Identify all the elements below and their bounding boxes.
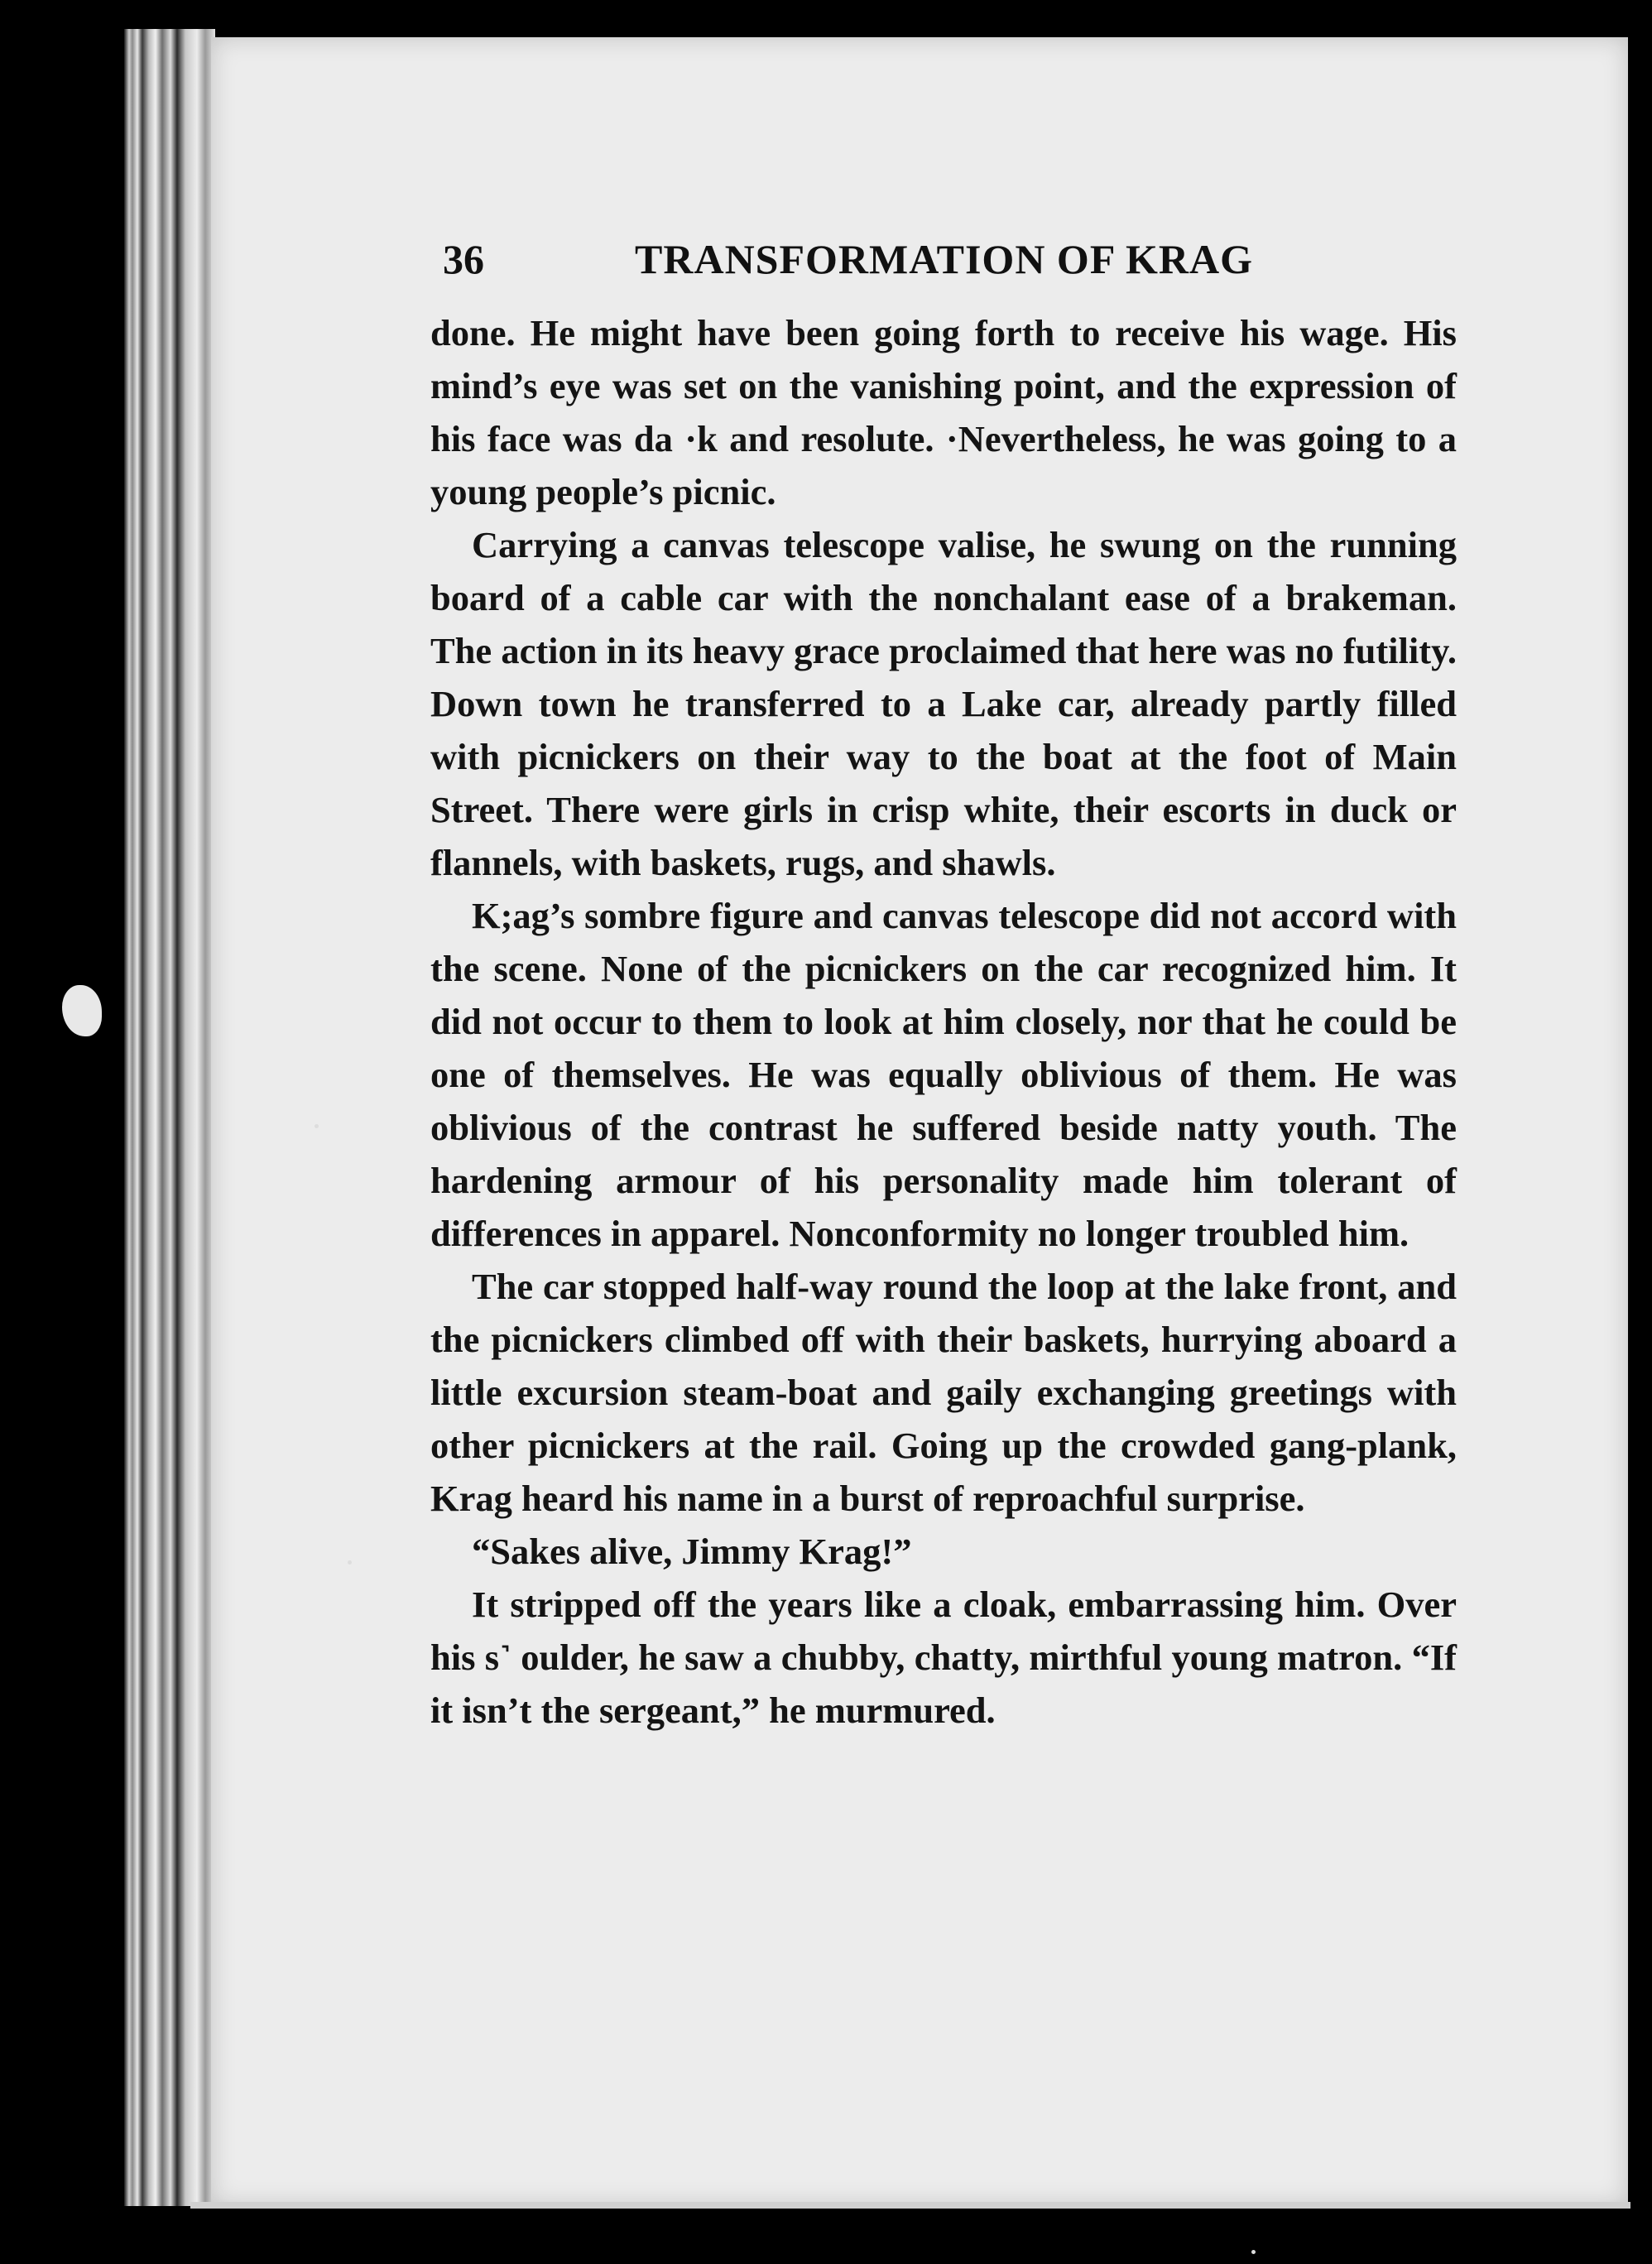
paragraph: Carrying a canvas telescope valise, he swung on the running board of a cable car with the nonchalant ease of a brakeman. The action in its heavy grace proclaimed that here was no futility. Down town he transferred to a Lake car, already partly filled with picnickers on their way to the boat at the foot of Main Street. There were girls in crisp white, their escorts in duck or flannels, with baskets, rugs, and shawls. — [430, 524, 1457, 883]
page-header — [443, 230, 1279, 288]
paragraph: done. He might have been going forth to receive his wage. His mind’s eye was set on the vanishing point, and the expression of his face was da ·k and resolute. ·Nevertheless, he was going to a young people’s picnic. — [430, 312, 1457, 512]
scan-speck — [315, 1124, 319, 1128]
scan-speck — [1251, 2250, 1256, 2254]
scan-smudge — [62, 985, 102, 1036]
body-text — [430, 306, 1457, 1737]
running-title: TRANSFORMATION OF KRAG — [635, 236, 1253, 282]
page-number: 36 — [443, 236, 484, 282]
book-spine — [124, 29, 215, 2206]
page-bottom-edge — [190, 2202, 1630, 2209]
paragraph: The car stopped half-way round the loop at the lake front, and the picnickers climbed off with their baskets, hurrying aboard a little excursion steam-boat and gaily exchanging greetings with other picnickers at the rail. Going up the crowded gang-plank, Krag heard his name in a burst of reproachful surprise. — [430, 1266, 1457, 1519]
paragraph: It stripped off the years like a cloak, embarrassing him. Over his s˺ oulder, he saw a chubby, chatty, mirthful young matron. “If it isn’t the sergeant,” he murmured. — [430, 1584, 1457, 1731]
scan-speck — [348, 1560, 352, 1565]
paragraph: “Sakes alive, Jimmy Krag!” — [472, 1531, 912, 1572]
paragraph: K;ag’s sombre figure and canvas telescope did not accord with the scene. None of the picnickers on the car recognized him. It did not occur to them to look at him closely, nor that he could be one of themselves. He was equally oblivious of them. He was oblivious of the contrast he suffered beside natty youth. The hardening armour of his personality made him tolerant of differences in apparel. Nonconformity no longer troubled him. — [430, 895, 1457, 1254]
